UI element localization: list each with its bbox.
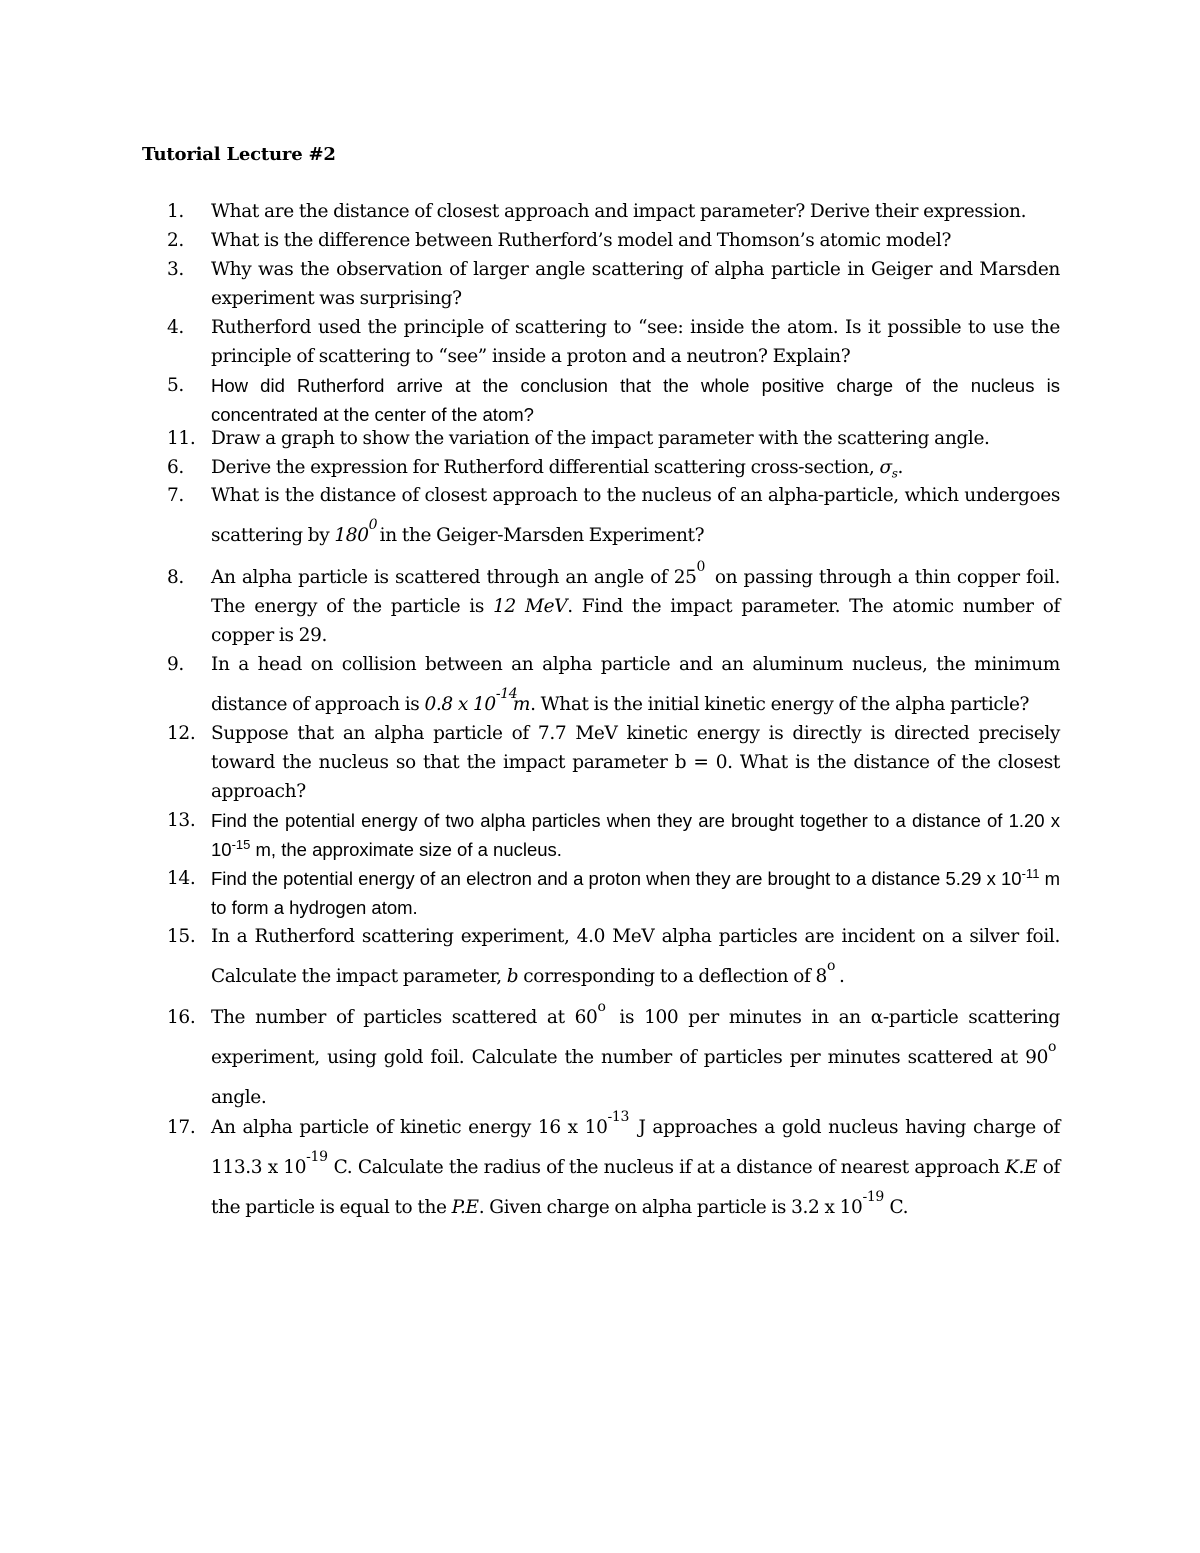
question-number: 13.	[167, 810, 196, 831]
question-12	[167, 719, 1060, 806]
question-text: In a Rutherford scattering experiment, 4.0 MeV alpha particles are incident on a silver foil. Calculate the impact parameter, b corresponding to a deflection of 8 o .	[211, 926, 1060, 987]
question-number: 7.	[167, 485, 184, 506]
question-4	[167, 313, 1060, 371]
question-text: How did Rutherford arrive at the conclusion that the whole positive charge of the nucleus is concentrated at the center of the atom?	[211, 375, 1060, 425]
question-11	[167, 424, 1060, 453]
sigma-symbol: σ	[879, 457, 892, 478]
question-number: 12.	[167, 723, 196, 744]
question-number: 8.	[167, 567, 184, 588]
question-16	[167, 998, 1060, 1118]
question-1	[167, 197, 1060, 226]
page-title: Tutorial Lecture #2	[142, 144, 336, 165]
question-3	[167, 255, 1060, 313]
question-17	[167, 1108, 1060, 1228]
question-number: 6.	[167, 457, 184, 478]
question-text: What are the distance of closest approach and impact parameter? Derive their expression.	[211, 201, 1027, 222]
question-9	[167, 645, 1060, 725]
question-number: 9.	[167, 654, 184, 675]
question-text: An alpha particle is scattered through an angle of 25 0 on passing through a thin copper foil. The energy of the particle is 12 MeV. Find the impact parameter. The atomic number of copper is 29.	[211, 559, 1061, 646]
question-number: 3.	[167, 259, 184, 280]
question-number: 11.	[167, 428, 196, 449]
question-5	[167, 371, 1060, 429]
question-text: An alpha particle of kinetic energy 16 x 10 -13 J approaches a gold nucleus having charge of 113.3 x 10 -19 C. Calculate the radius of the nucleus if at a distance of nearest approach K.E of the particle is equal to the P.E. Given charge on alpha particle is 3.2 x 10 -19 C.	[211, 1109, 1060, 1218]
question-text: What is the distance of closest approach to the nucleus of an alpha-particle, which undergoes scattering by 180 0 in the Geiger-Marsden Experiment?	[211, 485, 1060, 546]
question-text: In a head on collision between an alpha particle and an aluminum nucleus, the minimum distance of approach is 0.8 x 10 -14 m. What is the initial kinetic energy of the alpha particle?	[211, 654, 1060, 715]
question-text: Rutherford used the principle of scattering to “see: inside the atom. Is it possible to use the principle of scattering to “see” inside a proton and a neutron? Explain?	[211, 317, 1060, 367]
question-text: Derive the expression for Rutherford differential scattering cross-section, $\sigma_s$.	[211, 457, 904, 481]
question-15	[167, 917, 1060, 997]
question-text: Find the potential energy of an electron and a proton when they are brought to a distance 5.29 x $10^{-11}$ m to form a hydrogen atom.	[211, 866, 1060, 918]
question-number: 4.	[167, 317, 184, 338]
question-text: Suppose that an alpha particle of 7.7 MeV kinetic energy is directly is directed precisely toward the nucleus so that the impact parameter b = 0. What is the distance of the closest approach?	[211, 723, 1060, 802]
question-text: What is the difference between Rutherford’s model and Thomson’s atomic model?	[211, 230, 952, 251]
question-number: 5.	[167, 375, 184, 396]
question-2	[167, 226, 1060, 255]
question-7	[167, 476, 1060, 556]
question-number: 16.	[167, 1007, 196, 1028]
question-8	[167, 559, 1061, 650]
question-text: Why was the observation of larger angle scattering of alpha particle in Geiger and Marsden experiment was surprising?	[211, 259, 1060, 309]
question-13	[167, 806, 1060, 864]
question-number: 17.	[167, 1117, 196, 1138]
question-number: 14.	[167, 868, 196, 889]
question-text: Find the potential energy of two alpha particles when they are brought together to a distance of 1.20 x $10^{-15}$ m, the approximate size of a nucleus.	[211, 810, 1060, 860]
question-number: 1.	[167, 201, 184, 222]
question-14	[167, 864, 1060, 922]
question-number: 2.	[167, 230, 184, 251]
question-number: 15.	[167, 926, 196, 947]
question-text: Draw a graph to show the variation of the impact parameter with the scattering angle.	[211, 428, 990, 449]
question-text: The number of particles scattered at 60 o is 100 per minutes in an α-particle scattering experiment, using gold foil. Calculate the number of particles per minutes scattered at 90 o angle.	[211, 999, 1060, 1108]
